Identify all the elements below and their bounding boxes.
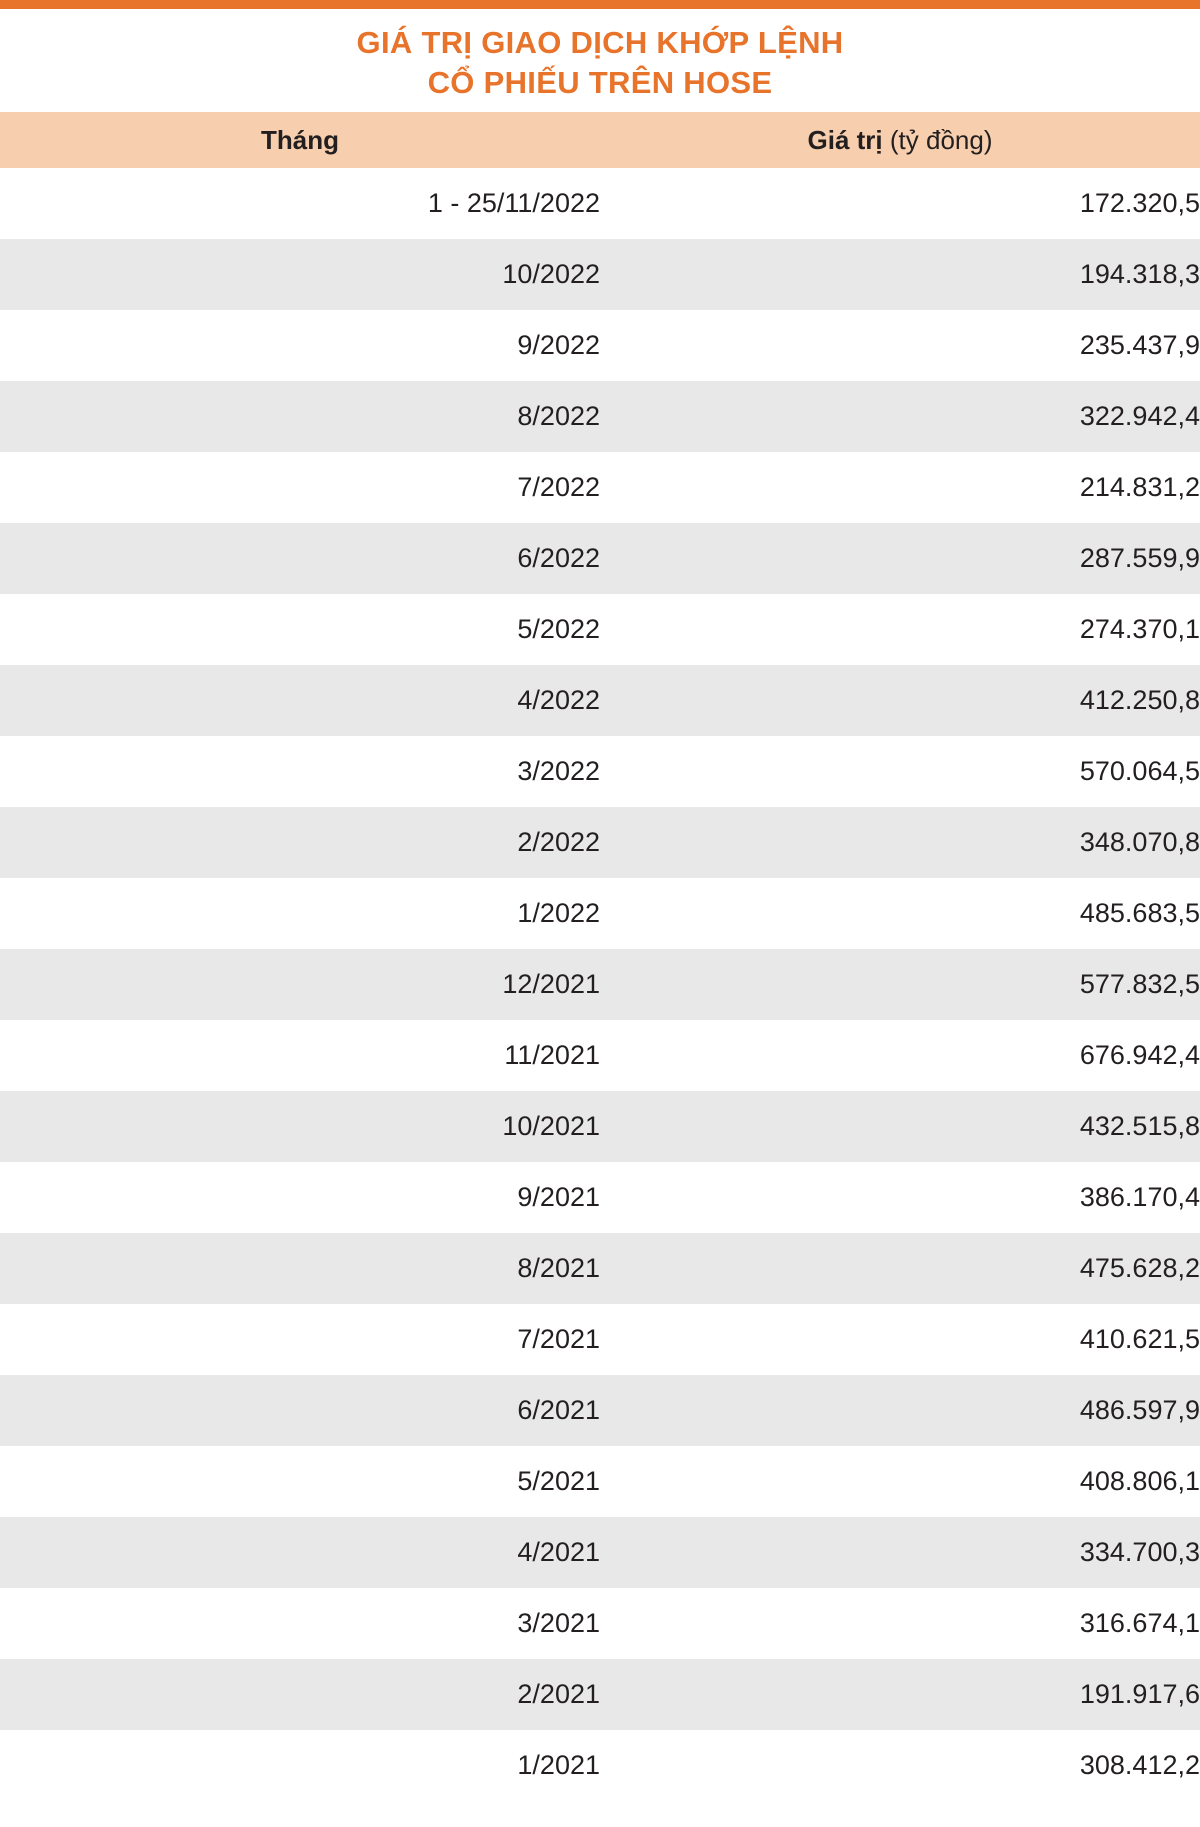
table-row [0,381,1200,452]
table-row [0,878,1200,949]
table-row [0,594,1200,665]
cell-month: 10/2021 [502,1111,600,1142]
cell-month: 6/2021 [517,1395,600,1426]
table-row [0,1730,1200,1801]
cell-value: 386.170,4 [1079,1182,1200,1213]
table-row [0,1375,1200,1446]
cell-value: 287.559,9 [1079,543,1200,574]
table-row [0,736,1200,807]
cell-month: 2/2021 [517,1679,600,1710]
column-header-month: Tháng [261,124,339,155]
cell-month: 6/2022 [517,543,600,574]
table-row [0,1162,1200,1233]
column-header-value-unit: (tỷ đồng) [882,124,993,155]
cell-value: 577.832,5 [1079,969,1200,1000]
cell-value: 322.942,4 [1079,401,1200,432]
cell-month: 3/2022 [517,756,600,787]
column-header-value-text: Giá trị [807,124,883,155]
title-line-1: GIÁ TRỊ GIAO DỊCH KHỚP LỆNH [356,25,844,60]
cell-value: 316.674,1 [1079,1608,1200,1639]
table-row [0,1517,1200,1588]
cell-value: 274.370,1 [1079,614,1200,645]
cell-value: 432.515,8 [1079,1111,1200,1142]
cell-month: 10/2022 [502,259,600,290]
cell-month: 9/2021 [517,1182,600,1213]
table-row [0,1304,1200,1375]
cell-month: 2/2022 [517,827,600,858]
table-row [0,1233,1200,1304]
cell-month: 4/2021 [517,1537,600,1568]
cell-month: 5/2022 [517,614,600,645]
cell-value: 570.064,5 [1079,756,1200,787]
cell-value: 334.700,3 [1079,1537,1200,1568]
cell-month: 1/2021 [517,1750,600,1781]
cell-month: 1 - 25/11/2022 [427,188,600,219]
cell-value: 485.683,5 [1079,898,1200,929]
cell-month: 4/2022 [517,685,600,716]
table-row [0,310,1200,381]
cell-value: 410.621,5 [1079,1324,1200,1355]
cell-value: 172.320,5 [1079,188,1200,219]
table-row [0,1446,1200,1517]
cell-value: 412.250,8 [1079,685,1200,716]
table-header [0,112,1200,168]
table-row [0,1091,1200,1162]
top-accent-rule [0,0,1200,9]
cell-value: 308.412,2 [1079,1750,1200,1781]
table-row [0,452,1200,523]
table-body [0,168,1200,1801]
table-row [0,665,1200,736]
table-row [0,949,1200,1020]
cell-value: 194.318,3 [1079,259,1200,290]
cell-month: 12/2021 [502,969,600,1000]
table-row [0,1588,1200,1659]
title-line-2: CỔ PHIẾU TRÊN HOSE [427,64,773,100]
cell-month: 1/2022 [517,898,600,929]
cell-value: 486.597,9 [1079,1395,1200,1426]
table-row [0,1020,1200,1091]
cell-value: 214.831,2 [1079,472,1200,503]
table-header-row [0,112,1200,168]
cell-month: 8/2021 [517,1253,600,1284]
cell-month: 7/2022 [517,472,600,503]
cell-value: 408.806,1 [1079,1466,1200,1497]
cell-value: 676.942,4 [1079,1040,1200,1071]
table-row [0,807,1200,878]
page-title [0,9,1200,112]
cell-month: 9/2022 [517,330,600,361]
transaction-value-table [0,112,1200,1801]
table-row [0,1659,1200,1730]
cell-value: 235.437,9 [1079,330,1200,361]
cell-month: 11/2021 [504,1040,600,1071]
cell-month: 3/2021 [517,1608,600,1639]
table-row [0,239,1200,310]
cell-value: 191.917,6 [1079,1679,1200,1710]
cell-month: 5/2021 [517,1466,600,1497]
cell-month: 7/2021 [517,1324,600,1355]
cell-value: 348.070,8 [1079,827,1200,858]
cell-month: 8/2022 [517,401,600,432]
cell-value: 475.628,2 [1079,1253,1200,1284]
table-row [0,523,1200,594]
column-header-value [600,112,1200,168]
table-row [0,168,1200,239]
